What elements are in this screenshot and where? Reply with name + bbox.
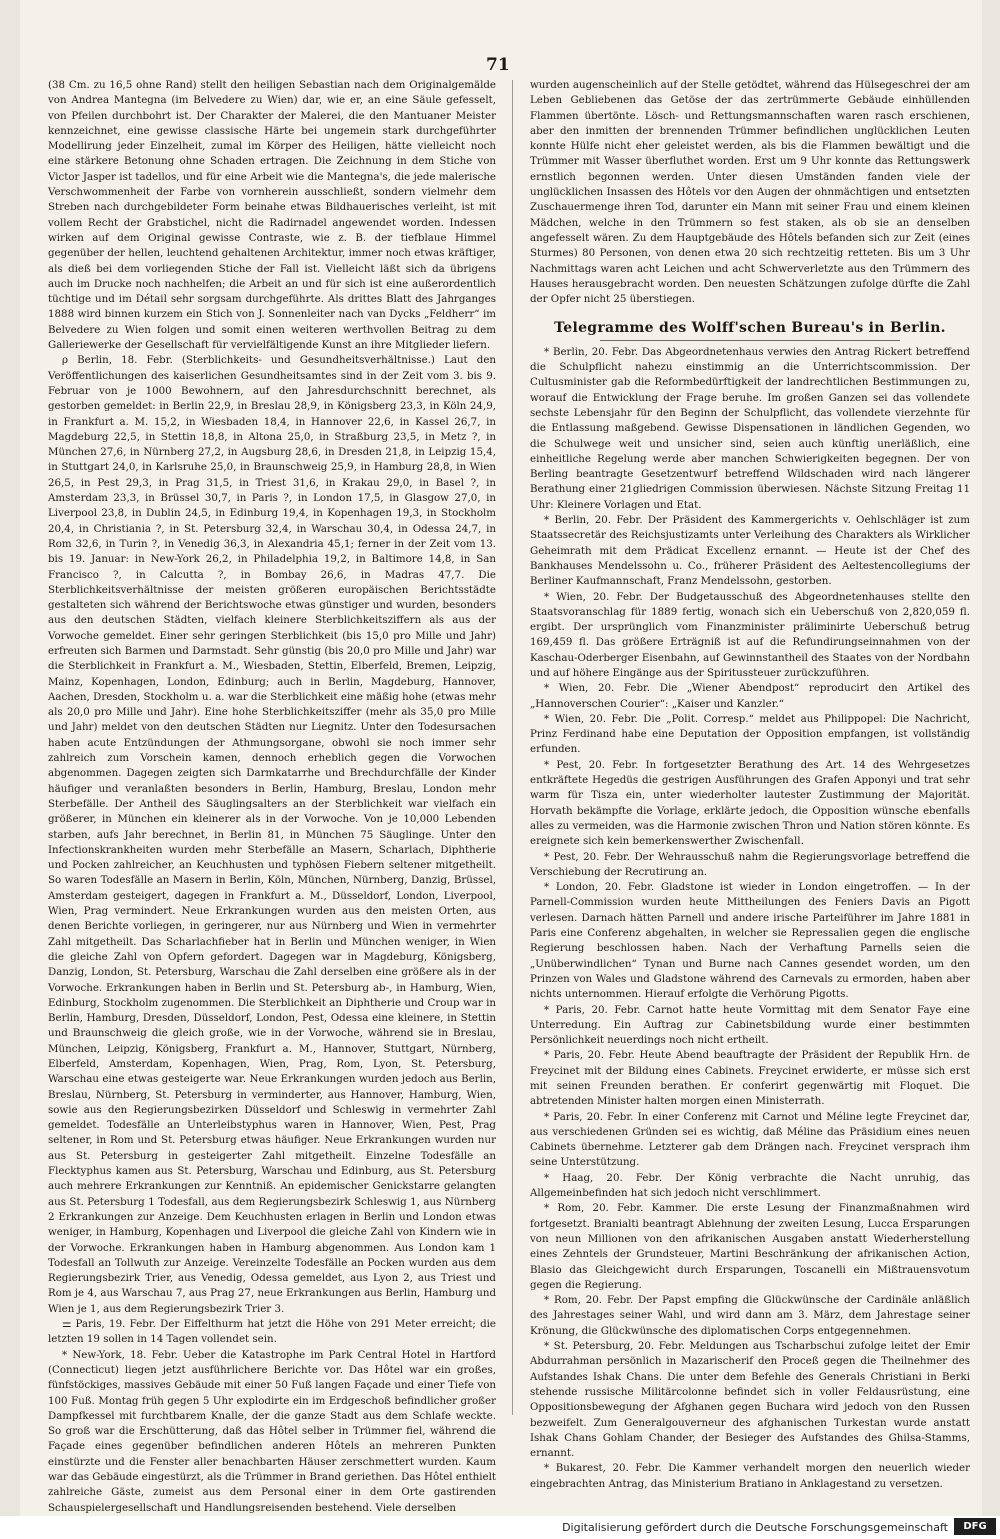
telegrams-heading: Telegramme des Wolff'schen Bureau's in Berlin.	[554, 320, 946, 337]
hartford-hotel-continuation: wurden augenscheinlich auf der Stelle getödtet, während das Hülsegeschrei der am Leben Gebliebenen das Getöse der das zertrümmerte Gebäude einhüllenden Flammen übertönte. Lösch- und Rettungsmannschaften waren rasch erschienen, aber den inmitten der brennenden Trümmer befindlichen unglücklichen Leuten konnte Hülfe nicht eher geleistet werden, als bis die Flammen bewältigt und die Trümmer mit Wasser überfluthet worden. Erst um 9 Uhr konnte das Rettungswerk ernstlich begonnen werden. Unter diesen Umständen fanden viele der unglücklichen Insassen des Hôtels vor den Augen der ohnmächtigen und entsetzten Zuschauermenge ihren Tod, darunter ein Mann mit seiner Frau und einem kleinen Mädchen, welche in den Trümmern so fest staken, als ob sie an denselben angefesselt wären. Zu dem Hauptgebäude des Hôtels befanden sich zur Zeit (eines Sturmes) 80 Personen, von denen etwa 20 sich rechtzeitig retteten. Bis um 3 Uhr Nachmittags waren acht Leichen und acht Schwerverletzte aus den Trümmern des Hauses herausgebracht worden. Den neuesten Schätzungen zufolge dürfte die Zahl der Opfer nicht 25 überstiegen.	[530, 79, 970, 306]
telegram-item: * Berlin, 20. Febr. Der Präsident des Kammergerichts v. Oehlschläger ist zum Staatssecretär des Reichsjustizamts unter Verleihung des Charakters als Wirklicher Geheimrath mit dem Prädicat Excellenz ernannt. — Heute ist der Chef des Bankhauses Mendelssohn u. Co., früherer Präsident des Aeltestencollegiums der Berliner Kaufmannschaft, Franz Mendelssohn, gestorben.	[530, 514, 970, 588]
health-report-paragraph: ρ Berlin, 18. Febr. (Sterblichkeits- und Gesundheitsverhältnisse.) Laut den Veröffentlichungen des kaiserlichen Gesundheitsamtes sind in der Zeit vom 3. bis 9. Februar von je 1000 Bewohnern, auf den Jahresdurchschnitt berechnet, als gestorben gemeldet: in Berlin 22,9, in Breslau 28,9, in Königsberg 23,3, in Köln 24,9, in Frankfurt a. M. 15,2, in Wiesbaden 18,4, in Hannover 22,6, in Kassel 26,7, in Magdeburg 22,5, in Stettin 18,8, in Altona 25,0, in Straßburg 23,5, in Metz ?, in München 27,6, in Nürnberg 27,2, in Augsburg 28,6, in Dresden 21,8, in Leipzig 15,4, in Stuttgart 24,0, in Karlsruhe 25,0, in Braunschweig 25,9, in Hamburg 28,8, in Wien 26,5, in Pest 29,3, in Prag 31,5, in Triest 31,6, in Krakau 29,0, in Basel ?, in Amsterdam 23,3, in Brüssel 30,7, in Paris ?, in London 17,5, in Glasgow 27,0, in Liverpool 23,8, in Dublin 24,5, in Edinburg 19,4, in Kopenhagen 19,3, in Stockholm 20,4, in Christiania ?, in St. Petersburg 32,4, in Warschau 30,4, in Odessa 24,7, in Rom 32,6, in Turin ?, in Venedig 36,3, in Alexandria 45,1; ferner in der Zeit vom 13. bis 19. Januar: in New-York 26,2, in Philadelphia 19,2, in Baltimore 14,8, in San Francisco ?, in Calcutta ?, in Bombay 26,6, in Madras 47,7. Die Sterblichkeitsverhältnisse der meisten größeren europäischen Berichtsstädte gestalteten sich während der Berichtswoche etwas günstiger und wurden, besonders aus den deutschen Städten, vielfach kleinere Sterblichkeitsziffern als aus der Vorwoche gemeldet. Einer sehr geringen Sterblichkeit (bis 15,0 pro Mille und Jahr) erfreuten sich Barmen und Darmstadt. Sehr günstig (bis 20,0 pro Mille und Jahr) war die Sterblichkeit in Frankfurt a. M., Wiesbaden, Stettin, Elberfeld, Bremen, Leipzig, Mainz, Kopenhagen, London, Edinburg; auch in Berlin, Magdeburg, Hannover, Aachen, Dresden, Stockholm u. a. war die Sterblichkeit eine mäßig hohe (etwas mehr als 20,0 pro Mille und Jahr). Eine hohe Sterblichkeitsziffer (mehr als 35,0 pro Mille und Jahr) meldet von den deutschen Städten nur Liegnitz. Unter den Todesursachen haben acute Entzündungen der Athmungsorgane, obwohl sie noch immer sehr zahlreich zum Vorschein kamen, dennoch erheblich gegen die Vorwochen abgenommen. Dagegen zeigten sich Darmkatarrhe und Brechdurchfälle der Kinder häufiger und veranlaßten besonders in Berlin, Hamburg, Breslau, London mehr Sterbefälle. Der Antheil des Säuglingsalters an der Sterblichkeit war vielfach ein größerer, in München ein kleinerer als in der Vorwoche. Von je 10,000 Lebenden starben, aufs Jahr berechnet, in Berlin 81, in München 75 Säuglinge. Unter den Infectionskrankheiten wurden mehr Sterbefälle an Masern, Scharlach, Diphtherie und Pocken zahlreicher, an Keuchhusten und typhösen Fiebern seltener mitgetheilt. So waren Todesfälle an Masern in Berlin, Köln, München, Nürnberg, Danzig, Brüssel, Amsterdam gesteigert, dagegen in Frankfurt a. M., Düsseldorf, London, Liverpool, Wien, Prag vermindert. Neue Erkrankungen wurden aus den meisten Orten, aus denen Berichte vorliegen, in geringerer, nur aus Nürnberg und Wien in vermehrter Zahl mitgetheilt. Das Scharlachfieber hat in Berlin und München weniger, in Wien die gleiche Zahl von Opfern gefordert. Dagegen war in Magdeburg, Königsberg, Danzig, London, St. Petersburg, Warschau die Zahl derselben eine größere als in der Vorwoche. Erkrankungen haben in Berlin und St. Petersburg ab-, in Hamburg, Wien, Edinburg, Stockholm zugenommen. Die Sterblichkeit an Diphtherie und Croup war in Berlin, Hamburg, Dresden, Düsseldorf, London, Pest, Odessa eine kleinere, in Stettin und Braunschweig die gleich große, wie in der Vorwoche, während sie in Breslau, München, Leipzig, Königsberg, Frankfurt a. M., Hannover, Stuttgart, Nürnberg, Elberfeld, Amsterdam, Kopenhagen, Wien, Prag, Rom, Lyon, St. Petersburg, Warschau eine etwas gesteigerte war. Neue Erkrankungen wurden jedoch aus Berlin, Breslau, Nürnberg, St. Petersburg in verminderter, aus Hannover, Hamburg, Wien, sowie aus den Regierungsbezirken Düsseldorf und Schleswig in vermehrter Zahl gemeldet. Todesfälle an Unterleibstyphus waren in Hannover, Wien, Pest, Prag seltener, in Rom und St. Petersburg etwas häufiger. Neue Erkrankungen wurden nur aus St. Petersburg in gesteigerter Zahl mitgetheilt. Einzelne Todesfälle an Flecktyphus kamen aus St. Petersburg, Warschau und Edinburg, aus St. Petersburg auch mehrere Erkrankungen zur Kenntniß. An epidemischer Genickstarre gelangten aus St. Petersburg 1 Todesfall, aus dem Regierungsbezirk Schleswig 1, aus Nürnberg 2 Erkrankungen zur Anzeige. Dem Keuchhusten erlagen in Berlin und London etwas weniger, in Hamburg, Kopenhagen und Liverpool die gleiche Zahl von Kindern wie in der Vorwoche. Erkrankungen haben in Hamburg abgenommen. Aus London kam 1 Todesfall an Tollwuth zur Anzeige. Vereinzelte Todesfälle an Pocken wurden aus dem Regierungsbezirk Trier, aus Venedig, Odessa gemeldet, aus Lyon 2, aus Triest und Rom je 4, aus Warschau 7, aus Prag 27, neue Erkrankungen aus Berlin, Hamburg und Wien je 1, aus dem Regierungsbezirk Trier 3.	[48, 354, 496, 1315]
telegram-item: * Paris, 20. Febr. Heute Abend beauftragte der Präsident der Republik Hrn. de Freycinet mit der Bildung eines Cabinets. Freycinet erwiderte, er müsse sich erst mit seinen Freunden berathen. Er conferirt gegenwärtig mit Floquet. Die abtretenden Minister halten morgen einen Ministerrath.	[530, 1049, 970, 1108]
eiffel-tower-paragraph: ⚌ Paris, 19. Febr. Der Eiffelthurm hat jetzt die Höhe von 291 Meter erreicht; die letzten 19 sollen in 14 Tagen vollendet sein.	[48, 1318, 496, 1346]
page-number: 71	[486, 55, 510, 75]
art-review-paragraph: (38 Cm. zu 16,5 ohne Rand) stellt den heiligen Sebastian nach dem Originalgemälde von Andrea Mantegna (im Belvedere zu Wien) dar, wie er, an eine Säule gefesselt, von Pfeilen durchbohrt ist. Der Charakter der Malerei, die den Mantuaner Meister kennzeichnet, eine gewisse classische Härte bei ungemein stark durchgeführter Modellirung jeder Einzelheit, zumal im Körper des Heiligen, hätte vielleicht noch eine stärkere Betonung ohne Schaden ertragen. Die Zeichnung in dem Stiche von Victor Jasper ist tadellos, und für eine Arbeit wie die Mantegna's, die jede malerische Verschwommenheit der Farbe von vornherein ausschließt, sondern vielmehr dem Streben nach durchgebildeter Form beinahe etwas Bildhauerisches verleiht, ist mit vollem Recht der Grabstichel, nicht die Radirnadel angewendet worden. Indessen wirken auf dem Original gewisse Contraste, wie z. B. der tiefblaue Himmel gegenüber der hellen, leuchtend gehaltenen Architektur, immer noch etwas kräftiger, als dieß bei dem vorliegenden Stiche der Fall ist. Vielleicht läßt sich da übrigens auch im Drucke noch nachhelfen; die Arbeit an und für sich ist eine außerordentlich tüchtige und im Détail sehr sorgsam durchgeführte. Als drittes Blatt des Jahrganges 1888 wird binnen kurzem ein Stich von J. Sonnenleiter nach van Dycks „Feldherr“ im Belvedere zu Wien folgen und somit einen weiteren werthvollen Beitrag zu dem Galleriewerke der Gesellschaft für vervielfältigende Kunst an ihre Mitglieder liefern.	[48, 79, 496, 352]
telegram-item: * Paris, 20. Febr. In einer Conferenz mit Carnot und Méline legte Freycinet dar, aus verschiedenen Gründen sei es wichtig, daß Méline das Präsidium eines neuen Cabinets übernehme. Letzterer gab dem Drängen nach. Freycinet versprach ihm seine Unterstützung.	[530, 1110, 970, 1169]
left-column	[48, 78, 496, 1516]
digitization-footer	[0, 1516, 1000, 1539]
telegram-item: * St. Petersburg, 20. Febr. Meldungen aus Tscharbschui zufolge leitet der Emir Abdurrahman persönlich in Mazarischerif den Proceß gegen die Theilnehmer des Aufstandes Ishak Chans. Die unter dem Befehle des Generals Christiani in Berki stehende russische Militärcolonne befindet sich in voller Feldausrüstung, eine Oppositionsbewegung der Afghanen gegen Buchara wird jedoch von den Russen bezweifelt. Zum Generalgouverneur des afghanischen Turkestan wurde anstatt Ishak Chans Gohlam Chander, der Besieger des Aufstandes des Ghilsa-Stamms, ernannt.	[530, 1340, 970, 1460]
telegram-item: * Wien, 20. Febr. Die „Wiener Abendpost“ reproducirt den Artikel des „Hannoverschen Courier“: „Kaiser und Kanzler.“	[530, 682, 970, 710]
telegram-item: * Pest, 20. Febr. Der Wehrausschuß nahm die Regierungsvorlage betreffend die Verschiebung der Recrutirung an.	[530, 850, 970, 878]
telegram-item: * Berlin, 20. Febr. Das Abgeordnetenhaus verwies den Antrag Rickert betreffend die Schulpflicht nahezu einstimmig an die Unterrichtscommission. Der Cultusminister gab die Reformbedürftigkeit der landrechtlichen Bestimmungen zu, worauf die Entwicklung der Frage beruhe. Im großen Ganzen sei das vollendete sechste Lebensjahr für den Beginn der Schulpflicht, das vollendete vierzehnte für die Entlassung maßgebend. Gewisse Dispensationen in ländlichen Gegenden, wo die Schulwege weit und unsicher sind, seien auch künftig unerläßlich, eine einheitliche Regelung werde aber manchen Schwierigkeiten begegnen. Der von Berling beantragte Gesetzentwurf betreffend Wildschaden wird nach längerer Berathung einer 21gliedrigen Commission überwiesen. Nächste Sitzung Freitag 11 Uhr: Kleinere Vorlagen und Etat.	[530, 345, 970, 511]
newspaper-page	[20, 0, 982, 1539]
telegram-item: * Rom, 20. Febr. Kammer. Die erste Lesung der Finanzmaßnahmen wird fortgesetzt. Branialti beantragt Ablehnung der zweiten Lesung, Lucca Ersparungen von neun Millionen von den afrikanischen Ausgaben anstatt Wiederherstellung eines Zehntels der Grundsteuer, Martini Beschränkung der afrikanischen Action, Blasio das Gleichgewicht durch Ersparungen, Toscanelli ein Mißtrauensvotum gegen die Regierung.	[530, 1202, 970, 1291]
telegram-item: * London, 20. Febr. Gladstone ist wieder in London eingetroffen. — In der Parnell-Commission wurden heute Mittheilungen des Feniers Davis an Pigott verlesen. Darnach hätten Parnell und andere irische Parteiführer im Jahre 1881 in Paris eine Conferenz abgehalten, in welcher sie Repressalien gegen die englische Regierung beschlossen haben. Nach der Verhaftung Parnells seien die „Unüberwindlichen“ Tynan und Burne nach Cannes gesendet worden, um den Prinzen von Wales und Gladstone während des Carnevals zu ermorden, haben aber nichts unternommen. Hierauf erfolgte die Verhörung Pigotts.	[530, 881, 970, 1001]
telegram-item: * Rom, 20. Febr. Der Papst empfing die Glückwünsche der Cardinäle anläßlich des Jahrestages seiner Wahl, und wird dann am 3. März, dem Jahrestage seiner Krönung, die Glückwünsche des diplomatischen Corps entgegennehmen.	[530, 1294, 970, 1337]
hartford-hotel-paragraph: * New-York, 18. Febr. Ueber die Katastrophe im Park Central Hotel in Hartford (Connecticut) liegen jetzt ausführlichere Berichte vor. Das Hôtel war ein großes, fünfstöckiges, massives Gebäude mit einer 50 Fuß langen Façade und einer Tiefe von 100 Fuß. Montag früh gegen 5 Uhr explodirte ein im Erdgeschoß befindlicher großer Dampfkessel mit furchtbarem Knalle, der die ganze Stadt aus dem Schlafe weckte. So groß war die Erschütterung, daß das Hôtel selber in Trümmer fiel, während die Façade eines gegenüber befindlichen anderen Hôtels an mehreren Punkten einstürzte und die Fenster aller benachbarten Häuser zerschmettert wurden. Kaum war das Gebäude eingestürzt, als die Trümmer in Brand geriethen. Das Hôtel enthielt zahlreiche Gäste, zumeist aus dem Personal einer in dem Orte gastirenden Schauspielergesellschaft und Handlungsreisenden bestehend. Viele derselben	[48, 1348, 496, 1514]
telegram-item: * Wien, 20. Febr. Die „Polit. Corresp.“ meldet aus Philippopel: Die Nachricht, Prinz Ferdinand habe eine Deputation der Opposition empfangen, ist vollständig erfunden.	[530, 712, 970, 756]
right-column	[530, 78, 970, 1492]
column-divider	[512, 80, 513, 1415]
telegram-item: * Pest, 20. Febr. In fortgesetzter Berathung des Art. 14 des Wehrgesetzes entkräftete Hegedüs die gestrigen Ausführungen des Grafen Apponyi und trat sehr warm für Tisza ein, unter wiederholter lautester Zustimmung der Majorität. Horvath bekämpfte die Vorlage, erklärte jedoch, die Opposition wünsche ebenfalls alles zu vermeiden, was die Harmonie zwischen Thron und Nation stören könnte. Es ereignete sich kein bemerkenswerther Zwischenfall.	[530, 758, 970, 848]
telegram-item: * Bukarest, 20. Febr. Die Kammer verhandelt morgen den neuerlich wieder eingebrachten Antrag, das Ministerium Bratiano in Anklagestand zu versetzen.	[530, 1462, 970, 1490]
telegram-item: * Paris, 20. Febr. Carnot hatte heute Vormittag mit dem Senator Faye eine Unterredung. Ein Auftrag zur Cabinetsbildung wurde einer bestimmten Persönlichkeit neuerdings noch nicht ertheilt.	[530, 1003, 970, 1047]
telegram-item: * Haag, 20. Febr. Der König verbrachte die Nacht unruhig, das Allgemeinbefinden hat sich jedoch nicht verschlimmert.	[530, 1171, 970, 1200]
dfg-logo: DFG	[954, 1518, 996, 1535]
heading-rule	[600, 340, 900, 341]
telegram-item: * Wien, 20. Febr. Der Budgetausschuß des Abgeordnetenhauses stellte den Staatsvoranschlag für 1889 fertig, wonach sich ein Ueberschuß von 2,820,059 fl. ergibt. Der ursprünglich vom Finanzminister präliminirte Ueberschuß betrug 169,459 fl. Das größere Erträgniß ist auf die Refundirungseinnahmen von der Kaschau-Oderberger Eisenbahn, auf Gewinnstantheil des Staates von der Nordbahn und auf höhere Eingänge aus der Spiritussteuer zurückzuführen.	[530, 590, 970, 679]
funding-notice: Digitalisierung gefördert durch die Deutsche Forschungsgemeinschaft	[562, 1521, 948, 1534]
